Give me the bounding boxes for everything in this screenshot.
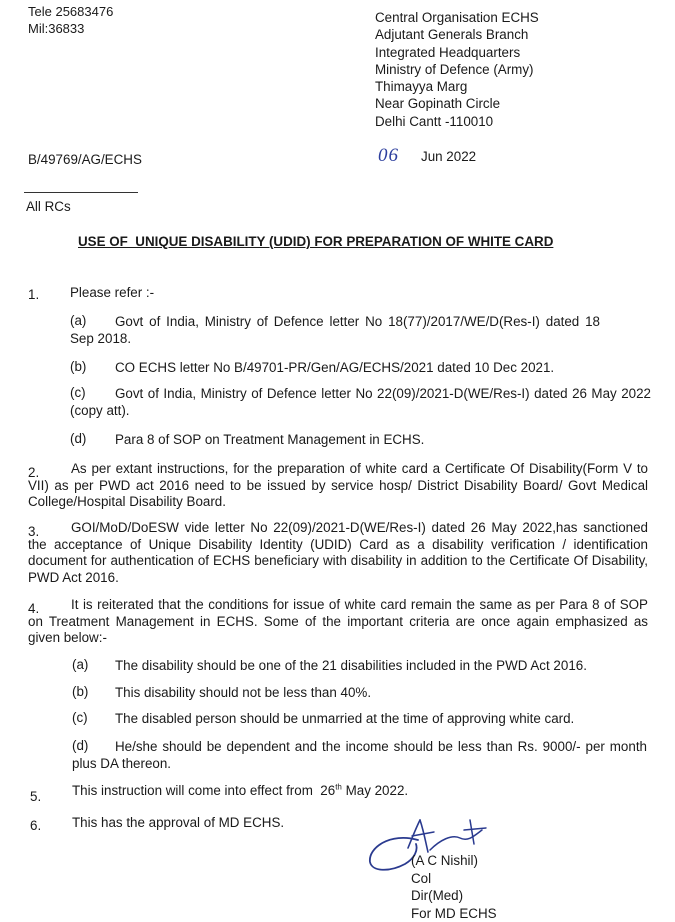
sender-address <box>375 9 539 130</box>
address-line: Ministry of Defence (Army) <box>375 61 539 78</box>
item-text: Govt of India, Ministry of Defence letter No 18(77)/2017/WE/D(Res-I) dated 18 Sep 2018. <box>70 313 600 347</box>
para-text <box>72 783 408 798</box>
signature-block <box>411 852 497 922</box>
para-number: 2. <box>28 465 39 480</box>
para5-text-before: This instruction will come into effect from 26 <box>72 783 335 798</box>
list-item <box>70 385 651 419</box>
item-text: CO ECHS letter No B/49701-PR/Gen/AG/ECHS/2021 dated 10 Dec 2021. <box>70 359 630 376</box>
address-line: Delhi Cantt -110010 <box>375 113 539 130</box>
address-line: Central Organisation ECHS <box>375 9 539 26</box>
item-text: The disabled person should be unmarried at the time of approving white card. <box>72 710 632 727</box>
para-text: As per extant instructions, for the preparation of white card a Certificate Of Disability(Form V to VII) as per PWD act 2016 need to be issued by service hosp/ District Disability Board/ Govt Medical College/Hospital Disability Board. <box>28 461 648 511</box>
item-text: Para 8 of SOP on Treatment Management in ECHS. <box>70 431 630 448</box>
item-text: The disability should be one of the 21 disabilities included in the PWD Act 2016. <box>72 657 632 674</box>
signatory-designation: Dir(Med) <box>411 887 497 905</box>
item-label: (d) <box>70 431 86 446</box>
list-item <box>72 710 632 727</box>
para-number: 1. <box>28 287 39 302</box>
ordinal-suffix: th <box>335 783 342 792</box>
address-line: Adjutant Generals Branch <box>375 26 539 43</box>
para-text: This has the approval of MD ECHS. <box>72 815 284 830</box>
address-line: Near Gopinath Circle <box>375 95 539 112</box>
item-text: He/she should be dependent and the income should be less than Rs. 9000/- per month plus DA thereon. <box>72 738 647 772</box>
mil-number: Mil:36833 <box>28 20 113 37</box>
list-item <box>70 431 630 448</box>
para-number: 4. <box>28 601 39 616</box>
para-text: Please refer :- <box>70 285 154 300</box>
paragraph-2 <box>28 461 648 511</box>
addressee-rule <box>24 192 138 193</box>
reference-number: B/49769/AG/ECHS <box>28 152 142 167</box>
date-day-handwritten: 06 <box>378 145 399 167</box>
item-label: (b) <box>70 359 86 374</box>
contact-numbers <box>28 3 113 37</box>
addressee: All RCs <box>26 199 71 214</box>
list-item <box>72 684 632 701</box>
item-label: (a) <box>72 657 88 672</box>
item-label: (c) <box>72 710 88 725</box>
para5-text-after: May 2022. <box>342 783 408 798</box>
paragraph-4 <box>28 597 648 647</box>
para-text: GOI/MoD/DoESW vide letter No 22(09)/2021-D(WE/Res-I) dated 26 May 2022,has sanctioned the acceptance of Unique Disability Identity (UDID) Card as a disability verification / identification document for authentication of ECHS beneficiary with disability in addition to the Certificate Of Disability, PWD Act 2016. <box>28 520 648 586</box>
para-number: 6. <box>30 818 41 833</box>
item-label: (b) <box>72 684 88 699</box>
subject-title: USE OF UNIQUE DISABILITY (UDID) FOR PREPARATION OF WHITE CARD <box>78 234 553 249</box>
signatory-rank: Col <box>411 870 497 888</box>
item-label: (d) <box>72 738 88 753</box>
date-month-year: Jun 2022 <box>421 149 476 164</box>
address-line: Thimayya Marg <box>375 78 539 95</box>
item-text: Govt of India, Ministry of Defence letter No 22(09)/2021-D(WE/Res-I) dated 26 May 2022 (copy att). <box>70 385 651 419</box>
item-text: This disability should not be less than 40%. <box>72 684 632 701</box>
para-number: 3. <box>28 524 39 539</box>
para-text: It is reiterated that the conditions for issue of white card remain the same as per Para 8 of SOP on Treatment Management in ECHS. Some of the important criteria are once again emphasized as given below:- <box>28 597 648 647</box>
list-item <box>70 313 600 347</box>
para-number: 5. <box>30 789 41 804</box>
signatory-name: (A C Nishil) <box>411 852 497 870</box>
tele-number: Tele 25683476 <box>28 3 113 20</box>
item-label: (c) <box>70 385 86 400</box>
paragraph-3 <box>28 520 648 586</box>
list-item <box>72 657 632 674</box>
address-line: Integrated Headquarters <box>375 44 539 61</box>
item-label: (a) <box>70 313 86 328</box>
signatory-for: For MD ECHS <box>411 905 497 922</box>
list-item <box>70 359 630 376</box>
list-item <box>72 738 647 772</box>
